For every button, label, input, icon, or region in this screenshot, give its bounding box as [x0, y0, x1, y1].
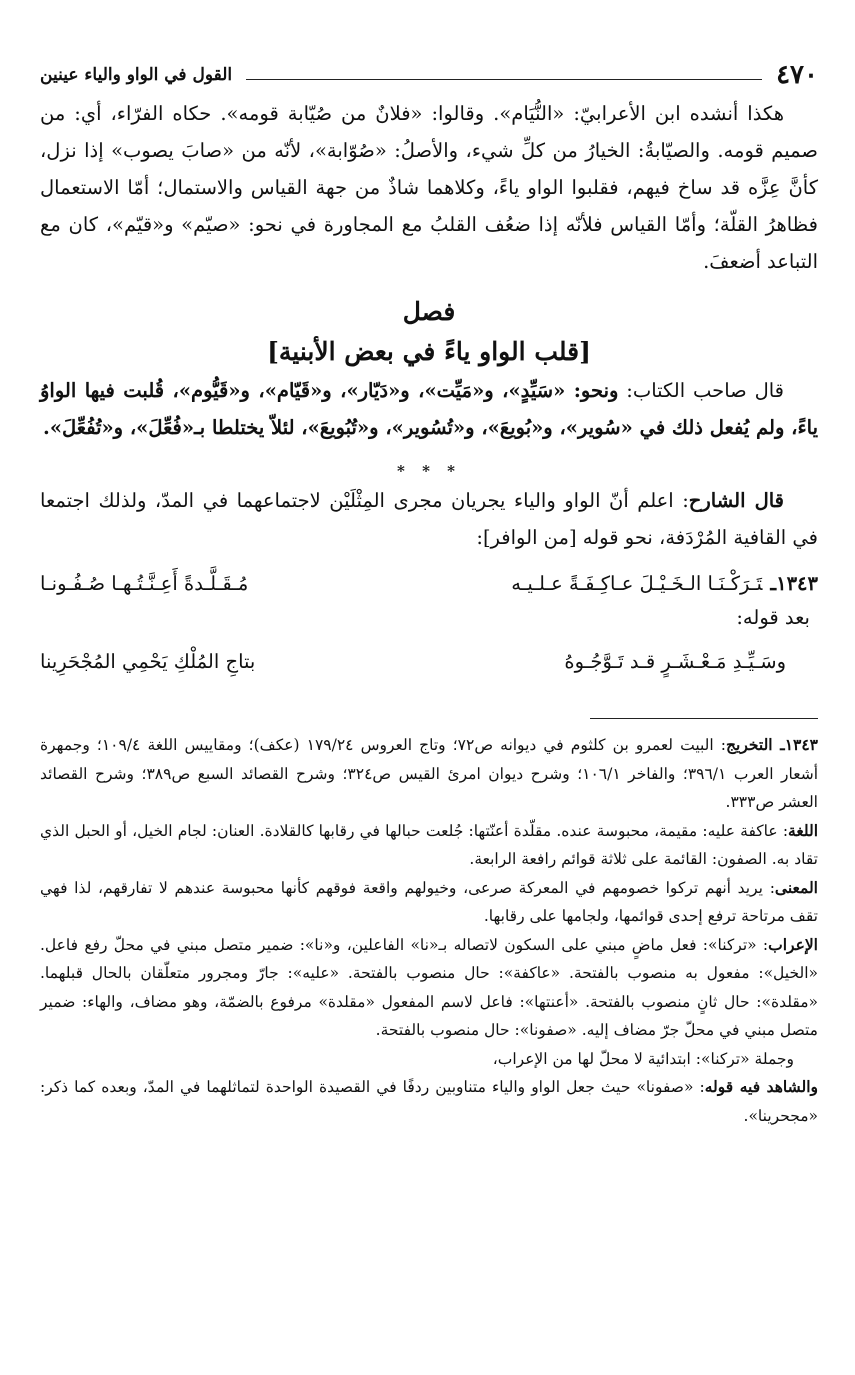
section-subtitle: [قلب الواو ياءً في بعض الأبنية]: [267, 337, 591, 366]
footnote-lugha: [40, 817, 818, 874]
footnote-takhrij: [40, 731, 818, 817]
footnote-shahid: [40, 1073, 818, 1130]
commentary-lead: قال الشارح: [688, 489, 784, 512]
page-header: [40, 55, 818, 95]
footnote-rule: [590, 718, 818, 719]
verse-second-hemistich: مُـقَـلَّـدةً أَعِـنَّـتُـهـا صُـفُـونـا: [40, 572, 249, 595]
verse2-second-hemistich: بتاجِ المُلْكِ يَحْمِي المُجْحَرِينا: [40, 650, 256, 673]
after-label: بعد قوله:: [736, 606, 810, 629]
author-quote-body: ونحو: «سَيِّدٍ»، و«مَيِّت»، و«دَيّار»، و«قَيّام»، و«قَيُّوم»، قُلبت فيها الواوُ ياءً، ولم يُفعل ذلك في «سُوير»، و«بُويعَ»، و«تُسُوير»، و«تُبُويعَ»، لئلاّ يختلطا بـ«فُعِّلَ»، و«تُفُعِّلَ».: [40, 379, 818, 439]
page-number: ٤٧٠: [776, 60, 818, 90]
verse-number: ١٣٤٣ـ: [770, 572, 818, 595]
separator-stars: * * *: [397, 462, 461, 480]
running-title: القول في الواو والياء عينين: [40, 65, 233, 85]
footnote-text: : عاكفة عليه: مقيمة، محبوسة عنده. مقلّدة أعنّتها: جُلعت حبالها في رقابها كالقلادة. العنان: لجام الخيل، أو الحبل الذي تقاد به. الصفون: القائمة على ثلاثة قوائم رافعة الرابعة.: [40, 821, 818, 868]
verse-1343: [40, 566, 818, 602]
footnote-lead: الإعراب: [768, 934, 818, 954]
footnote-lead: المعنى: [774, 877, 818, 897]
author-quote-lead: قال صاحب الكتاب:: [618, 379, 785, 402]
footnote-text: : البيت لعمرو بن كلثوم في ديوانه ص٧٢؛ وتاج العروس ١٧٩/٢٤ (عكف)؛ ومقاييس اللغة ١٠٩/٤؛ وجمهرة أشعار العرب ٣٩٦/١؛ والفاخر ١٠٦/١؛ وشرح ديوان امرئ القيس ص٣٢٤؛ وشرح القصائد السبع ص٣٨٩؛ وشرح القصائد العشر ص٣٣٣.: [40, 736, 818, 811]
footnote-lead: والشاهد فيه قوله: [704, 1077, 818, 1096]
footnote-lead: ١٣٤٣ـ التخريج: [726, 735, 818, 754]
footnote-jumla: وجملة «تركنا»: ابتدائية لا محلّ لها من الإعراب،: [492, 1049, 794, 1068]
book-page: [40, 55, 818, 1130]
author-quote: [40, 372, 818, 446]
footnote-irab: [40, 931, 818, 1045]
footnote-text: : يريد أنهم تركوا خصومهم في المعركة صرعى، وخيولهم واقعة فوقهم كأنها محبوسة عندهم لا تفارقهم، لذا فهي تقف مرتاحة ترفع إحدى قوائمها، ولجامها على رقابها.: [40, 878, 818, 925]
header-rule: [246, 79, 762, 80]
footnotes: [40, 731, 818, 1130]
verse-following: [40, 644, 818, 680]
commentary-paragraph: [40, 482, 818, 556]
footnote-lead: اللغة: [788, 820, 818, 840]
commentary-text: : اعلم أنّ الواو والياء يجريان مجرى المِثْلَيْن لاجتماعهما في المدّ، ولذلك اجتمعا في القافية المُرْدَفة، نحو قوله [من الوافر]:: [40, 489, 818, 549]
footnote-maana: [40, 874, 818, 931]
verse-first-hemistich: [511, 566, 818, 602]
intro-paragraph: هكذا أنشده ابن الأعرابيّ: «النُّيَام». وقالوا: «فلانٌ من صُيّابة قومه». حكاه الفرّاء، أي: من صميم قومه. والصيّابةُ: الخيارُ من كلِّ شيء، والأصلُ: «صُوّابة»، لأنّه من «صابَ يصوب» إذا نزل، كأنَّ عِزَّه قد ساخ فيهم، فقلبوا الواو ياءً، وكلاهما شاذٌ من جهة القياس والاستمال؛ أمّا الاستعمال فظاهرُ القلّة؛ وأمّا القياس فلأنّه إذا ضعُف القلبُ مع المجاورة في نحو: «صيّم» و«قيّم»، كان مع التباعد أضعفَ.: [40, 102, 818, 273]
verse2-first-hemistich: وسَـيِّـدِ مَـعْـشَـرٍ قـد تَـوَّجُـوهُ: [564, 650, 786, 673]
footnote-text: : «تركنا»: فعل ماضٍ مبني على السكون لاتصاله بـ«نا» الفاعلين، و«نا»: ضمير متصل مبني في محلّ رفع فاعل. «الخيل»: مفعول به منصوب بالفتحة. «عاكفة»: حال منصوب بالفتحة. «عليه»: جارّ ومجرور متعلّقان بالحال قبلهما. «مقلدة»: حال ثانٍ منصوب بالفتحة. «أعنتها»: فاعل لاسم المفعول «مقلدة» مرفوع بالضمّة، وهو مضاف، والهاء: ضمير متصل مبني في محلّ جرّ مضاف إليه. «صفونا»: حال منصوب بالفتحة.: [40, 935, 818, 1039]
main-text: [40, 95, 818, 680]
verse-first-text: تَـرَكْـنَـا الـخَـيْـلَ عـاكِـفَـةً عـلـيـه: [511, 572, 763, 595]
footnote-text: : «صفونا» حيث جعل الواو والياء متناوبين ردفًا في القصيدة الواحدة لتماثلهما في المدّ، وبعده كما ذكر: «مجحرينا».: [40, 1078, 818, 1125]
section-title: فصل: [402, 297, 456, 326]
